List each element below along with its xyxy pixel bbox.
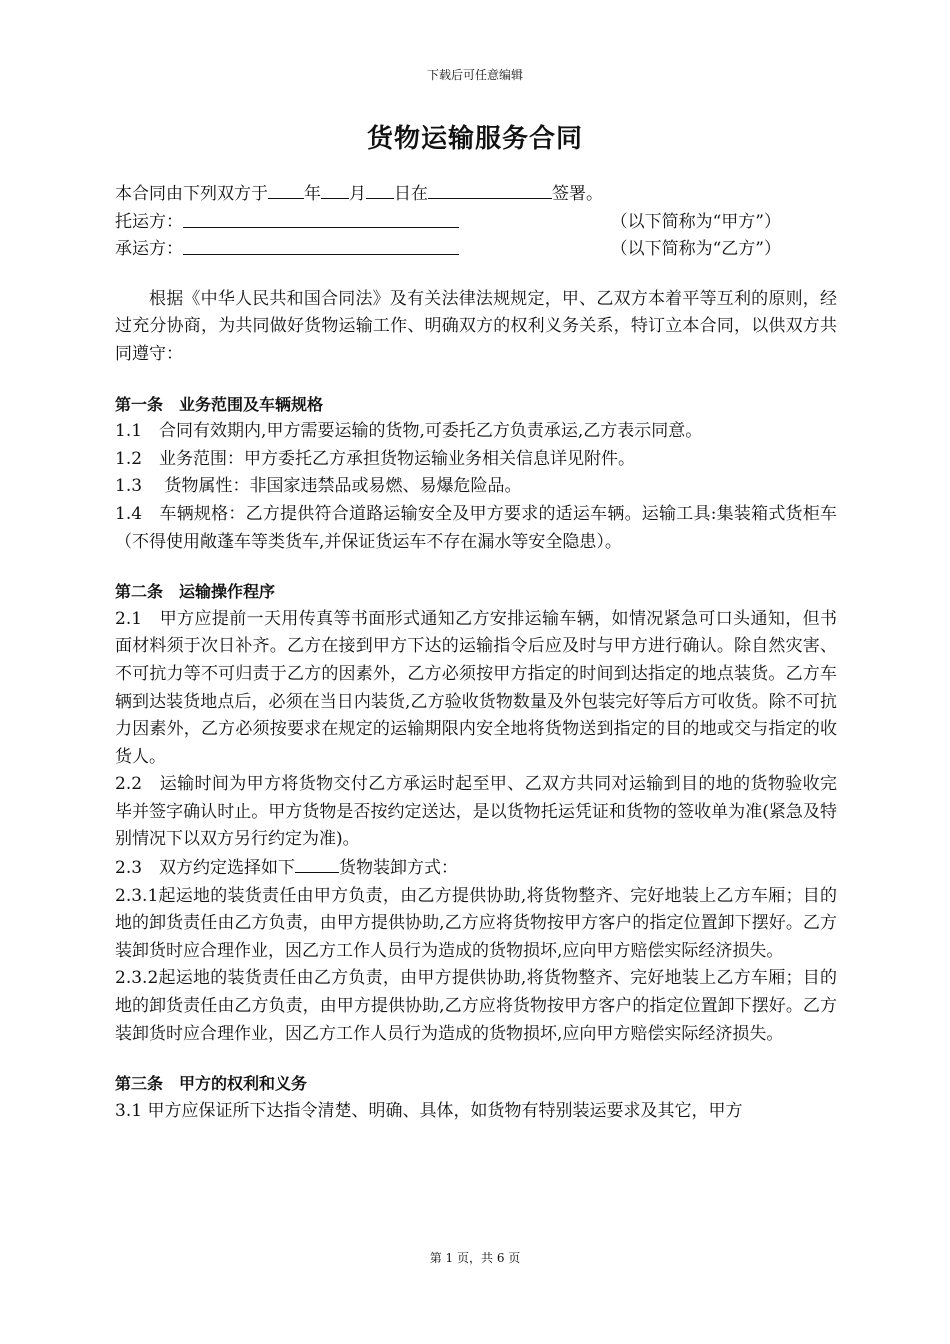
clause-2-3-1: 2.3.1起运地的装货责任由甲方负责，由乙方提供协助,将货物整齐、完好地装上乙方车厢；目的地的卸货责任由乙方负责，由甲方提供协助,乙方应将货物按甲方客户的指定位置卸下摆好。乙方装卸货时应合理作业，因乙方工作人员行为造成的货物损坏,应向甲方赔偿实际经济损失。 bbox=[115, 885, 837, 961]
clause-2-2: 2.2 运输时间为甲方将货物交付乙方承运时起至甲、乙双方共同对运输到目的地的货物验收完毕并签字确认时止。甲方货物是否按约定送达，是以货物托运凭证和货物的签收单为准(紧急及特别情况下以双方另行约定为准)。 bbox=[115, 774, 837, 850]
clause-1-3: 1.3 货物属性：非国家违禁品或易燃、易爆危险品。 bbox=[115, 476, 522, 497]
opening-line bbox=[115, 180, 837, 209]
clause-2-3-prefix: 2.3 双方约定选择如下 bbox=[115, 858, 296, 879]
page-title: 货物运输服务合同 bbox=[366, 124, 583, 154]
day-blank[interactable] bbox=[366, 180, 394, 199]
consignor-blank[interactable] bbox=[183, 209, 459, 228]
clause-1-1: 1.1 合同有效期内,甲方需要运输的货物,可委托乙方负责承运,乙方表示同意。 bbox=[115, 421, 703, 442]
place-blank[interactable] bbox=[428, 180, 552, 199]
day-label: 日在 bbox=[394, 184, 428, 204]
year-blank[interactable] bbox=[268, 180, 304, 199]
signed-label: 签署。 bbox=[552, 184, 603, 204]
clause-2-3 bbox=[115, 854, 837, 883]
section-2-heading: 第二条 运输操作程序 bbox=[115, 582, 276, 602]
preamble: 根据《中华人民共和国合同法》及有关法律法规规定，甲、乙双方本着平等互利的原则，经过充分协商，为共同做好货物运输工作、明确双方的权利义务关系，特订立本合同，以供双方共同遵守： bbox=[115, 288, 837, 364]
consignor-suffix: （以下简称为“甲方”） bbox=[610, 211, 781, 232]
carrier-line bbox=[115, 236, 837, 264]
carrier-blank[interactable] bbox=[183, 236, 459, 255]
clause-2-1: 2.1 甲方应提前一天用传真等书面形式通知乙方安排运输车辆，如情况紧急可口头通知，但书面材料须于次日补齐。乙方在接到甲方下达的运输指令后应及时与甲方进行确认。除自然灾害、不可抗力等不可归责于乙方的因素外，乙方必须按甲方指定的时间到达指定的地点装货。乙方车辆到达装货地点后，必须在当日内装货,乙方验收货物数量及外包装完好等后方可收货。除不可抗力因素外，乙方必须按要求在规定的运输期限内安全地将货物送到指定的目的地或交与指定的收货人。 bbox=[115, 608, 837, 767]
contract-body bbox=[115, 180, 837, 1125]
header-note: 下载后可任意编辑 bbox=[426, 68, 523, 82]
carrier-label: 承运方： bbox=[115, 239, 183, 260]
month-blank[interactable] bbox=[321, 180, 349, 199]
clause-1-4: 1.4 车辆规格：乙方提供符合道路运输安全及甲方要求的适运车辆。运输工具:集装箱式货柜车（不得使用敞蓬车等类货车,并保证货运车不存在漏水等安全隐患）。 bbox=[115, 503, 837, 552]
month-label: 月 bbox=[349, 184, 366, 204]
section-1-heading: 第一条 业务范围及车辆规格 bbox=[115, 394, 324, 414]
opening-prefix: 本合同由下列双方于 bbox=[115, 184, 268, 204]
consignor-line bbox=[115, 209, 837, 237]
loading-mode-blank[interactable] bbox=[295, 854, 339, 873]
section-3-heading: 第三条 甲方的权利和义务 bbox=[115, 1074, 308, 1094]
consignor-label: 托运方： bbox=[115, 211, 183, 232]
clause-2-3-suffix: 货物装卸方式： bbox=[339, 858, 459, 879]
clause-3-1: 3.1 甲方应保证所下达指令清楚、明确、具体，如货物有特别装运要求及其它，甲方 bbox=[115, 1100, 743, 1121]
clause-1-2: 1.2 业务范围：甲方委托乙方承担货物运输业务相关信息详见附件。 bbox=[115, 448, 636, 469]
clause-2-3-2: 2.3.2起运地的装货责任由乙方负责，由甲方提供协助,将货物整齐、完好地装上乙方车厢；目的地的卸货责任由乙方负责，由甲方提供协助,乙方应将货物按甲方客户的指定位置卸下摆好。乙方装卸货时应合理作业，因乙方工作人员行为造成的货物损坏,应向甲方赔偿实际经济损失。 bbox=[115, 968, 837, 1044]
year-label: 年 bbox=[304, 184, 321, 204]
carrier-suffix: （以下简称为“乙方”） bbox=[610, 239, 781, 260]
page-footer: 第 1 页，共 6 页 bbox=[429, 1251, 521, 1265]
